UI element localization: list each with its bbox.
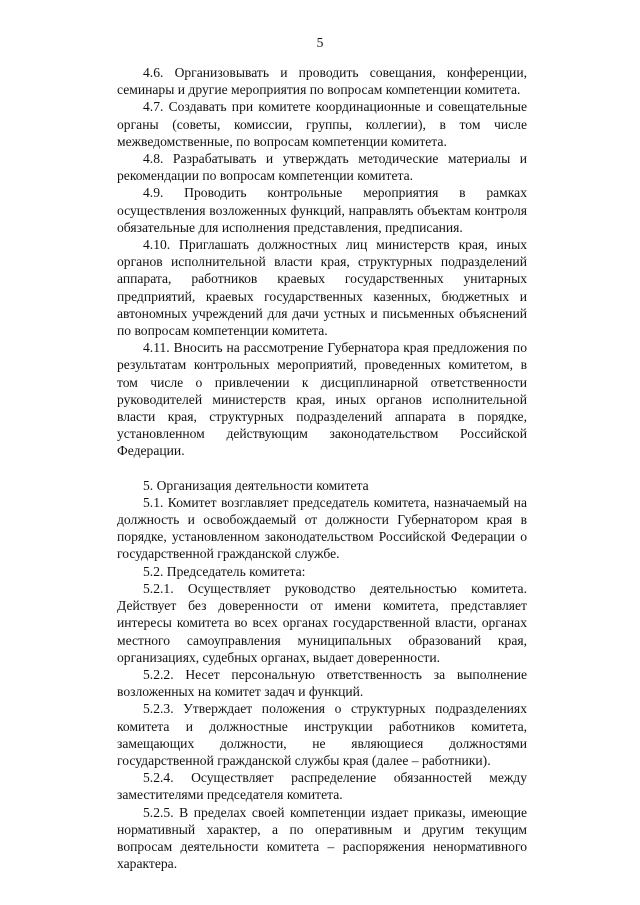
paragraph-4-9: 4.9. Проводить контрольные мероприятия в рамках осуществления возложенных функций, направлять объектам контроля обязательные для исполнения представления, предписания. bbox=[117, 185, 527, 235]
paragraph-5-2: 5.2. Председатель комитета: bbox=[143, 563, 306, 579]
paragraph-5-2-4: 5.2.4. Осуществляет распределение обязанностей между заместителями председателя комитета. bbox=[117, 770, 527, 803]
paragraph-4-7: 4.7. Создавать при комитете координационные и совещательные органы (советы, комиссии, группы, коллегии), в том числе межведомственные, по вопросам компетенции комитета. bbox=[117, 99, 527, 149]
paragraph-4-10: 4.10. Приглашать должностных лиц министерств края, иных органов исполнительной власти края, структурных подразделений аппарата, работников краевых государственных унитарных предприятий, краевых государственных казенных, бюджетных и автономных учреждений для дачи устных и письменных объяснений по вопросам компетенции комитета. bbox=[117, 237, 527, 339]
paragraph-4-6: 4.6. Организовывать и проводить совещания, конференции, семинары и другие мероприятия по вопросам компетенции комитета. bbox=[117, 65, 527, 98]
paragraph-5-1: 5.1. Комитет возглавляет председатель комитета, назначаемый на должность и освобождаемый от должности Губернатором края в порядке, установленном законодательством Российской Федерации о государственной гражданской службе. bbox=[117, 494, 527, 562]
paragraph-5-2-1: 5.2.1. Осуществляет руководство деятельностью комитета. Действует без доверенности от имени комитета, представляет интересы комитета во всех органах государственной власти, органах местного самоуправления муниципальных образований края, организациях, судебных органах, выдает доверенности. bbox=[117, 580, 527, 665]
paragraph-5-2-2: 5.2.2. Несет персональную ответственность за выполнение возложенных на комитет задач и функций. bbox=[117, 666, 527, 700]
page-number: 5 bbox=[316, 35, 324, 50]
section-title-5: 5. Организация деятельности комитета bbox=[143, 477, 369, 493]
paragraph-5-2-3: 5.2.3. Утверждает положения о структурных подразделениях комитета и должностные инструкции работников комитета, замещающих должности, не являющиеся должностями государственной гражданской службы края (далее – работники). bbox=[117, 701, 527, 768]
paragraph-4-11: 4.11. Вносить на рассмотрение Губернатора края предложения по результатам контрольных мероприятий, проведенных комитетом, в том числе о привлечении к дисциплинарной ответственности руководителей министерств края, иных органов исполнительной власти края, структурных подразделений аппарата в порядке, установленном действующим законодательством Российской Федерации. bbox=[117, 340, 527, 459]
paragraph-5-2-5: 5.2.5. В пределах своей компетенции издает приказы, имеющие нормативный характер, а по оперативным и другим текущим вопросам деятельности комитета – распоряжения ненормативного характера. bbox=[117, 804, 527, 872]
paragraph-4-8: 4.8. Разрабатывать и утверждать методические материалы и рекомендации по вопросам компетенции комитета. bbox=[117, 151, 527, 184]
document-body bbox=[117, 64, 527, 872]
